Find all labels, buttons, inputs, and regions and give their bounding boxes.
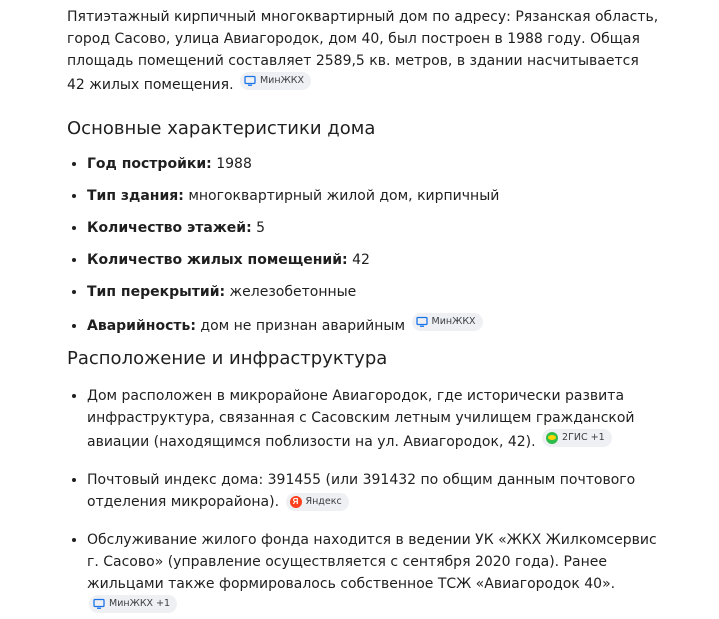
source-chip-label: МинЖКХ	[259, 75, 305, 86]
monitor-icon	[416, 316, 428, 328]
source-chip-label: МинЖКХ +1	[109, 598, 171, 609]
item-label: Количество жилых помещений:	[87, 252, 348, 268]
item-label: Тип здания:	[87, 188, 184, 204]
item-value: дом не признан аварийным	[195, 318, 406, 334]
list-item	[87, 281, 659, 303]
item-label: Тип перекрытий:	[87, 284, 226, 300]
location-list	[67, 385, 659, 619]
item-text: Дом расположен в микрорайоне Авиагородок, где исторически развита инфраструктура, связанная с Сасовским летным училищем гражданской авиации (находящимся поблизости на ул. Авиагородок, 42).	[87, 388, 635, 450]
item-text: Почтовый индекс дома: 391455 (или 391432 по общим данным почтового отделения микрорайона).	[87, 472, 636, 510]
item-value: 5	[251, 220, 266, 236]
2gis-icon	[546, 432, 558, 444]
item-value: 1988	[211, 156, 252, 172]
list-item	[87, 529, 659, 619]
monitor-icon	[244, 75, 256, 87]
source-chip-label: Яндекс	[305, 496, 342, 507]
characteristics-list	[67, 153, 659, 337]
section-heading-location: Расположение и инфраструктура	[67, 348, 388, 369]
list-item	[87, 313, 659, 337]
item-value: железобетонные	[225, 284, 357, 300]
item-label: Год постройки:	[87, 156, 212, 172]
source-chip-label: МинЖКХ	[431, 316, 476, 327]
list-item	[87, 249, 659, 271]
intro-text: Пятиэтажный кирпичный многоквартирный дом по адресу: Рязанская область, город Сасово, улица Авиагородок, дом 40, был построен в 1988 году. Общая площадь помещений составляет 2589,5 кв. метров, в здании насчитывается 42 жилых помещения.	[67, 9, 659, 93]
item-value: многоквартирный жилой дом, кирпичный	[183, 188, 500, 204]
source-chip-minzhkh[interactable]	[240, 72, 311, 90]
item-value: 42	[347, 252, 370, 268]
item-label: Аварийность:	[87, 318, 196, 334]
item-text: Обслуживание жилого фонда находится в ведении УК «ЖКХ Жилкомсервис г. Сасово» (управление осуществляется с сентября 2020 года). Ранее жильцами также формировалось собственное ТСЖ «Авиагородок 40».	[87, 532, 657, 592]
intro-paragraph	[67, 6, 659, 96]
source-chip-label: 2ГИС +1	[562, 432, 605, 443]
source-chip-2gis[interactable]	[542, 429, 612, 447]
list-item	[87, 385, 659, 453]
yandex-icon: Я	[290, 496, 302, 508]
list-item	[87, 185, 659, 207]
list-item	[87, 217, 659, 239]
monitor-icon	[93, 598, 105, 610]
list-item	[87, 153, 659, 175]
source-chip-yandex[interactable]	[286, 493, 349, 511]
source-chip-minzhkh[interactable]	[412, 313, 483, 331]
source-chip-minzhkh[interactable]	[89, 595, 177, 613]
item-label: Количество этажей:	[87, 220, 252, 236]
section-heading-characteristics: Основные характеристики дома	[67, 118, 376, 139]
list-item	[87, 469, 659, 513]
